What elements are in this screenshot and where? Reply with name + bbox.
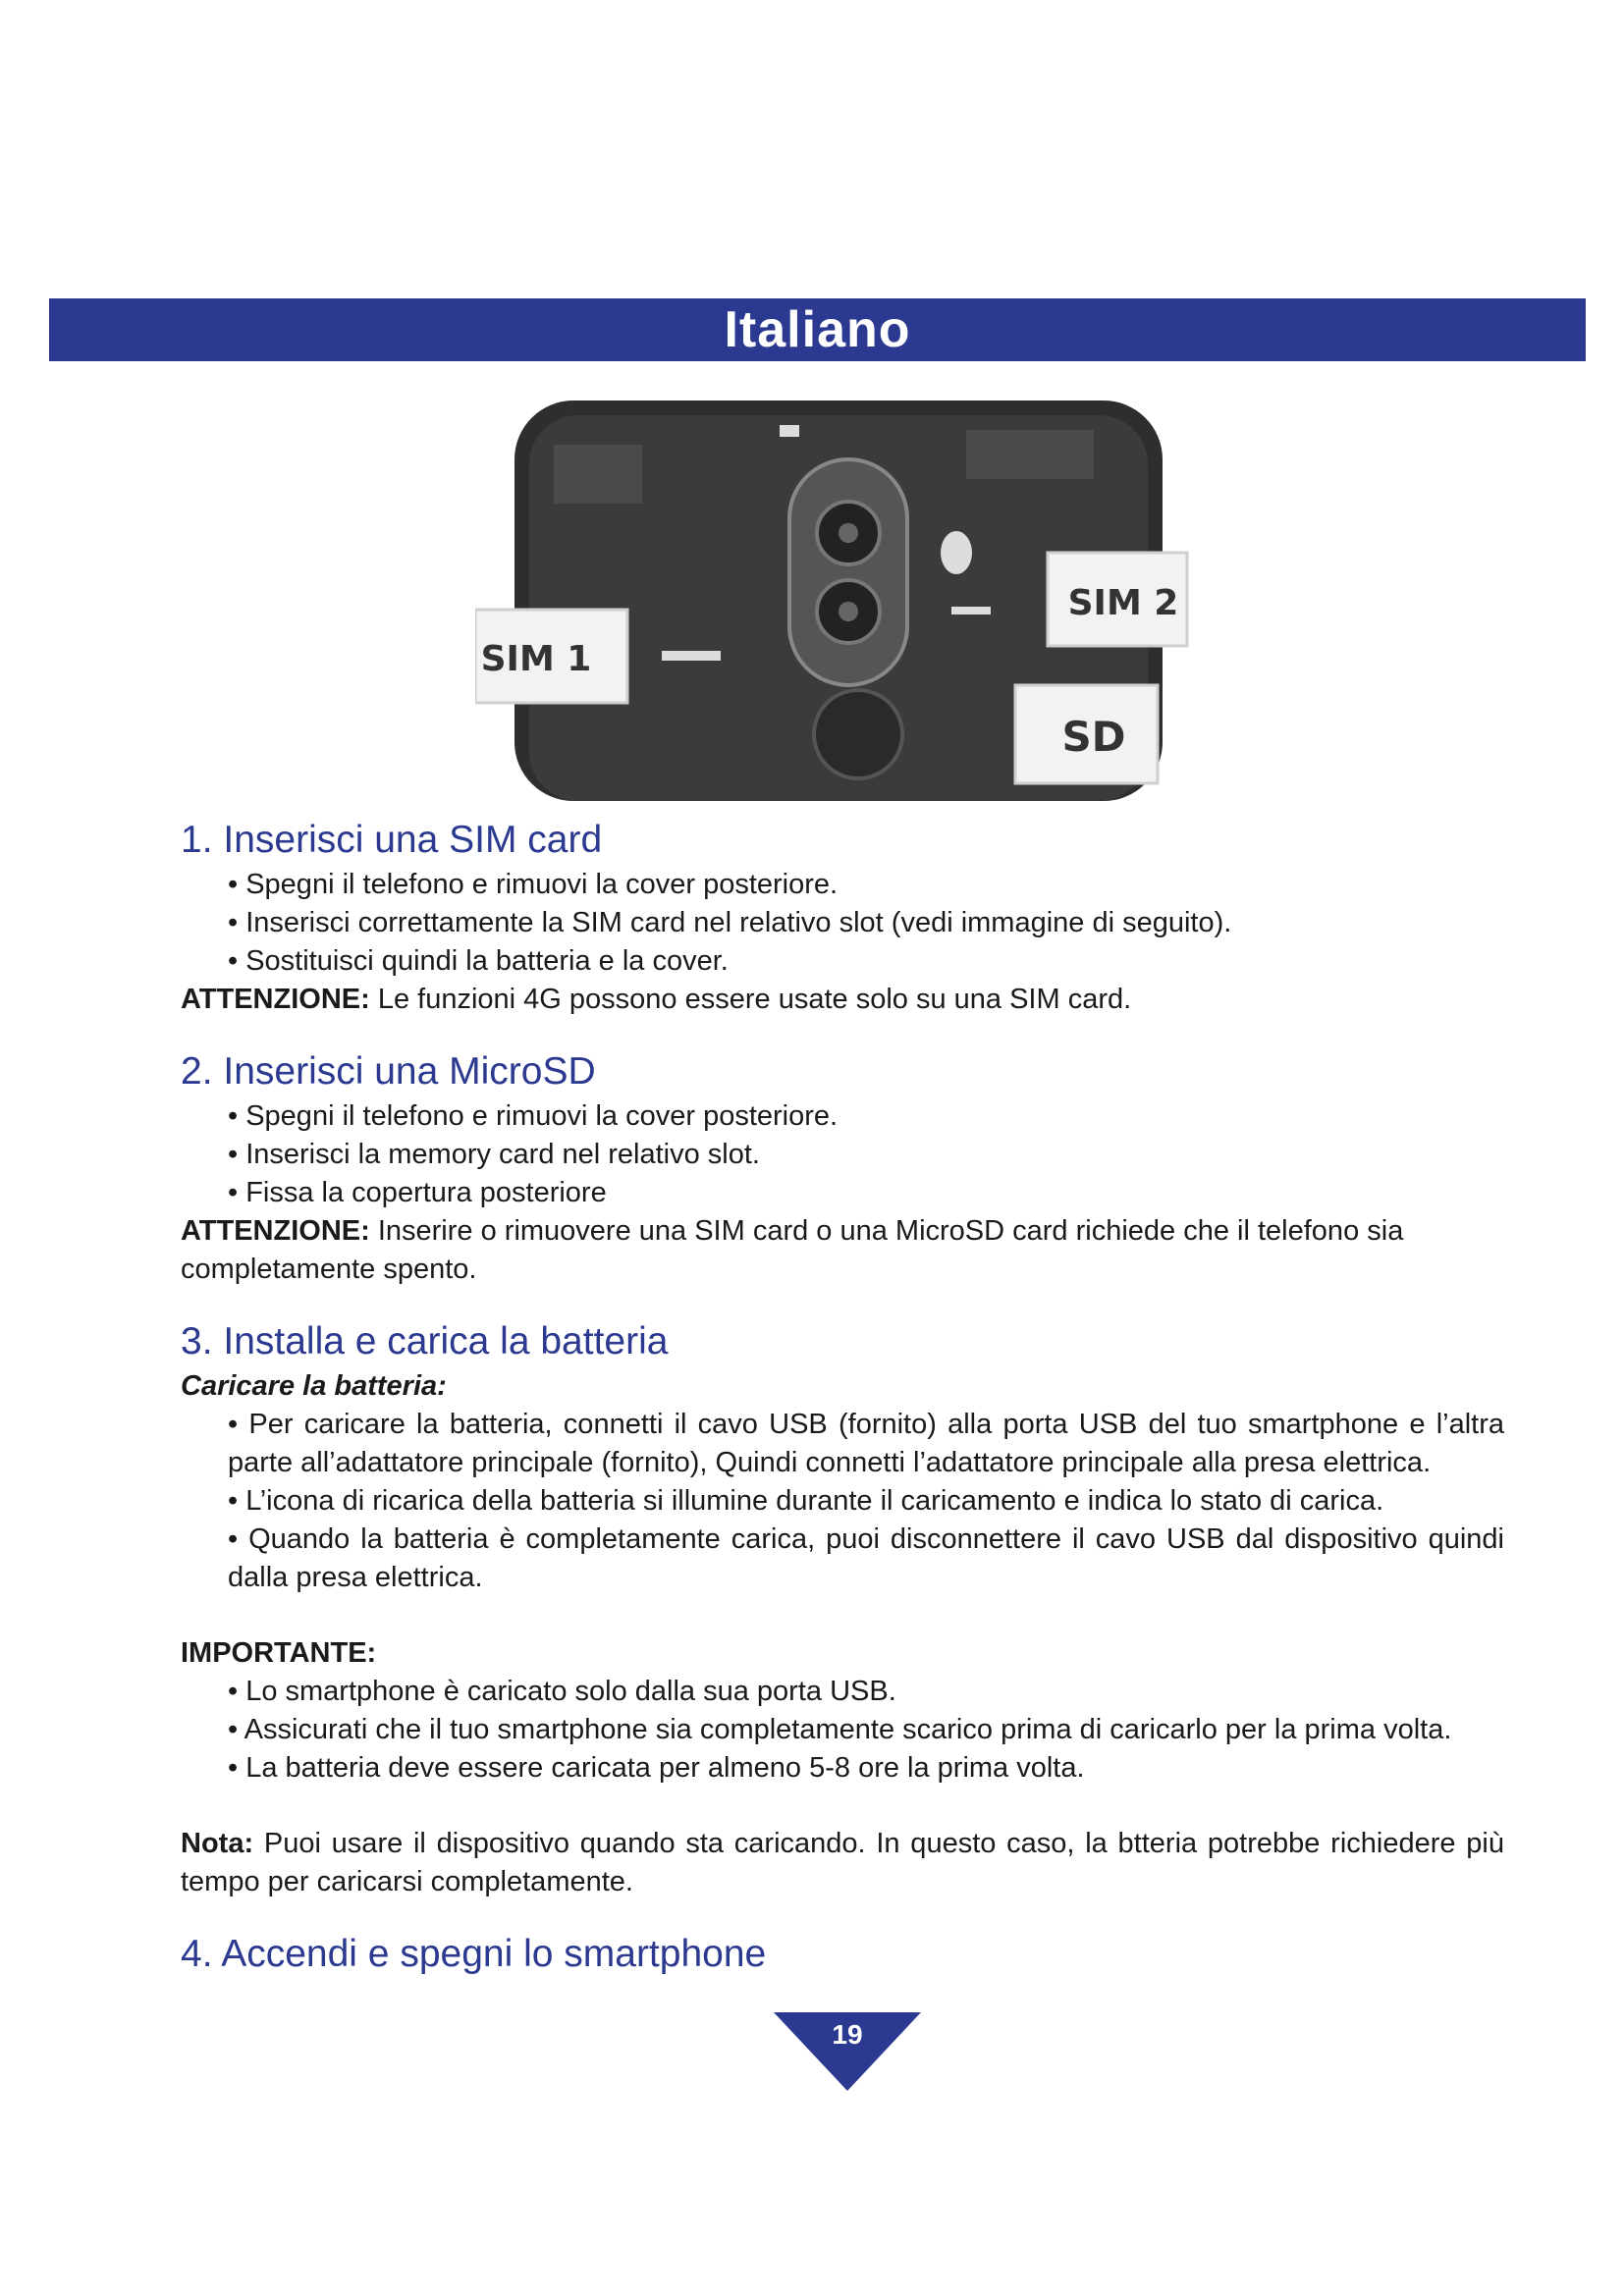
phone-back-image bbox=[475, 400, 1202, 801]
list-item: • Inserisci correttamente la SIM card nel relativo slot (vedi immagine di seguito). bbox=[228, 907, 1232, 938]
section-title: 1. Inserisci una SIM card bbox=[181, 819, 603, 861]
flash-icon bbox=[941, 531, 972, 574]
language-banner bbox=[49, 298, 1586, 361]
warning-label: ATTENZIONE: bbox=[181, 984, 370, 1015]
section-title: 3. Installa e carica la batteria bbox=[181, 1320, 669, 1362]
section-power bbox=[181, 1929, 1504, 1980]
manual-content bbox=[181, 815, 1504, 1980]
section-sim bbox=[181, 815, 1504, 1019]
list-item: • La batteria deve essere caricata per almeno 5-8 ore la prima volta. bbox=[228, 1752, 1085, 1784]
section-title: 4. Accendi e spegni lo smartphone bbox=[181, 1933, 767, 1975]
list-item: • Inserisci la memory card nel relativo slot. bbox=[228, 1139, 760, 1170]
page-title: Italiano bbox=[724, 301, 911, 358]
section-battery bbox=[181, 1316, 1504, 1901]
nota-text: Puoi usare il dispositivo quando sta caricando. In questo caso, la btteria potrebbe richiedere più tempo per caricarsi completamente. bbox=[181, 1828, 1504, 1897]
list-item: • Quando la batteria è completamente carica, puoi disconnettere il cavo USB dal dispositivo quindi dalla presa elettrica. bbox=[228, 1523, 1504, 1593]
page-number: 19 bbox=[832, 2019, 863, 2050]
list-item: • Per caricare la batteria, connetti il cavo USB (fornito) alla porta USB del tuo smartphone e l’altra parte all’adattatore principale (fornito), Quindi connetti l’adattatore principale alla presa elettrica. bbox=[228, 1409, 1504, 1478]
list-item: • Assicurati che il tuo smartphone sia completamente scarico prima di caricarlo per la prima volta. bbox=[228, 1714, 1452, 1745]
list-item: • Sostituisci quindi la batteria e la cover. bbox=[228, 945, 729, 977]
page-number-badge bbox=[774, 2012, 921, 2091]
camera-module bbox=[789, 459, 907, 685]
warning-label: ATTENZIONE: bbox=[181, 1215, 370, 1247]
spacer bbox=[181, 1597, 1504, 1634]
list-item: • Lo smartphone è caricato solo dalla sua porta USB. bbox=[228, 1676, 896, 1707]
list-item: • Fissa la copertura posteriore bbox=[228, 1177, 607, 1208]
fingerprint-sensor-icon bbox=[814, 690, 902, 778]
section-microsd bbox=[181, 1046, 1504, 1289]
warning-text: Le funzioni 4G possono essere usate solo su una SIM card. bbox=[369, 984, 1132, 1015]
warning-text: Inserire o rimuovere una SIM card o una MicroSD card richiede che il telefono sia completamente spento. bbox=[181, 1215, 1404, 1285]
important-label: IMPORTANTE: bbox=[181, 1637, 377, 1669]
nota-note bbox=[181, 1825, 1504, 1901]
list-item: • Spegni il telefono e rimuovi la cover posteriore. bbox=[228, 1100, 839, 1132]
sd-label: SD bbox=[1061, 713, 1126, 761]
sim1-label: SIM 1 bbox=[480, 639, 592, 679]
list-item: • L’icona di ricarica della batteria si illumine durante il caricamento e indica lo stato di carica. bbox=[228, 1485, 1384, 1517]
sim2-label: SIM 2 bbox=[1067, 583, 1179, 623]
spacer bbox=[181, 1788, 1504, 1825]
section-subtitle: Caricare la batteria: bbox=[181, 1370, 447, 1402]
warning-note bbox=[181, 1212, 1504, 1289]
section-title: 2. Inserisci una MicroSD bbox=[181, 1050, 596, 1093]
nota-label: Nota: bbox=[181, 1828, 254, 1859]
list-item: • Spegni il telefono e rimuovi la cover posteriore. bbox=[228, 869, 839, 900]
warning-note bbox=[181, 981, 1504, 1019]
